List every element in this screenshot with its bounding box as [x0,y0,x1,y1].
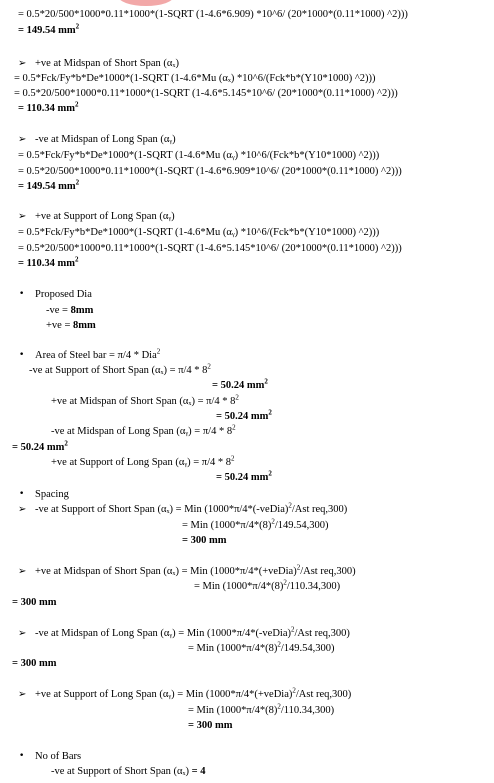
spacing-line: = Min $(1000*\pi/4*(8)^2/110.34,300)$ [194,578,341,592]
bars-line: -ve at Support of Short Span (αₓ) = 4 [51,766,206,777]
dia-line: -ve = 8mm [46,305,94,316]
dot-bullet-icon: • [19,289,25,299]
spacing-line: +ve at Support of Long Span (αᵧ) = Min (1000*π/4*(+veDia)$^2$/Ast req,300) [35,686,352,700]
area-line: +ve at Midspan of Short Span $(\alpha_x) = \pi/4 * 8^2$ [51,393,239,407]
spacing-line: -ve at Support of Short Span (αₓ) = Min (1000*π/4*(-veDia)$^2$/Ast req,300) [35,501,348,515]
section-heading: +ve at Support of Long Span (αᵧ) [35,211,175,222]
area-line: -ve at Midspan of Long Span (αᵧ) = $\pi/4 * 8^2$ [51,423,236,437]
area-line: +ve at Support of Long Span (αᵧ) = $\pi/4 * 8^2$ [51,454,235,468]
decorative-mark [118,0,174,6]
arrow-bullet-icon: ➢ [18,566,27,577]
dot-bullet-icon: • [19,350,25,360]
arrow-bullet-icon: ➢ [18,628,27,639]
arrow-bullet-icon: ➢ [18,211,27,222]
result-line: = 300 mm [182,535,227,546]
dot-bullet-icon: • [19,751,25,761]
section-heading: Area of Steel bar = π/4 * Dia$^2$ [35,347,161,361]
result-line: = 300 mm [12,658,57,669]
formula-line: = 0.5*Fck/Fy*b*De*1000*(1-SQRT (1-4.6*Mu (αₓ) *10^6/(Fck*b*(Y10*1000) ^2))) [14,73,376,84]
section-heading: +ve at Midspan of Short Span (αₓ) [35,58,179,69]
dia-line: +ve = 8mm [46,320,96,331]
result-line: = 110.34 $mm^2$ [18,100,79,114]
dot-bullet-icon: • [19,489,25,499]
formula-line: = 0.5*20/500*1000*0.11*1000*(1-SQRT (1-4.6*6.909) *10^6/ (20*1000*(0.11*1000) ^2))) [18,9,408,20]
formula-line: = 0.5*20/500*1000*0.11*1000*(1-SQRT (1-4.6*5.145*10^6/ (20*1000*(0.11*1000) ^2))) [18,243,402,254]
section-heading: No of Bars [35,751,82,762]
result-line: = 50.24 $mm^2$ [216,469,272,483]
result-line: = 50.24 $mm^2$ [12,439,68,453]
result-line: = 149.54 $mm^2$ [18,178,80,192]
arrow-bullet-icon: ➢ [18,58,27,69]
formula-line: = 0.5*20/500*1000*0.11*1000*(1-SQRT (1-4.6*6.909*10^6/ (20*1000*(0.11*1000) ^2))) [18,166,402,177]
section-heading: Spacing [35,489,69,500]
arrow-bullet-icon: ➢ [18,689,27,700]
result-line: = 50.24 $mm^2$ [212,377,268,391]
spacing-line: = Min $(1000*\pi/4*(8)^2/149.54,300)$ [188,640,335,654]
section-heading: Proposed Dia [35,289,92,300]
result-line: = 149.54 $mm^2$ [18,22,80,36]
result-line: = 50.24 $mm^2$ [216,408,272,422]
formula-line: = 0.5*20/500*1000*0.11*1000*(1-SQRT (1-4.6*5.145*10^6/ (20*1000*(0.11*1000) ^2))) [14,88,398,99]
spacing-line: = Min $(1000*\pi/4*(8)^2/149.54,300)$ [182,517,329,531]
spacing-line: +ve at Midspan of Short Span (αₓ) = Min (1000*π/4*(+veDia)$^2$/Ast req,300) [35,563,356,577]
result-line: = 300 mm [12,597,57,608]
result-line: = 110.34 $mm^2$ [18,255,79,269]
arrow-bullet-icon: ➢ [18,504,27,515]
area-line: -ve at Support of Short Span $(\alpha_x) = \pi/4 * 8^2$ [29,362,211,376]
result-line: = 300 mm [188,720,233,731]
formula-line: = 0.5*Fck/Fy*b*De*1000*(1-SQRT (1-4.6*Mu (αᵧ) *10^6/(Fck*b*(Y10*1000) ^2))) [18,227,380,238]
spacing-line: = Min $(1000*\pi/4*(8)^2/110.34,300)$ [188,702,335,716]
spacing-line: -ve at Midspan of Long Span (αᵧ) = Min (1000*π/4*(-veDia)$^2$/Ast req,300) [35,625,350,639]
formula-line: = 0.5*Fck/Fy*b*De*1000*(1-SQRT (1-4.6*Mu (αᵧ) *10^6/(Fck*b*(Y10*1000) ^2))) [18,150,380,161]
arrow-bullet-icon: ➢ [18,134,27,145]
section-heading: -ve at Midspan of Long Span (αᵧ) [35,134,176,145]
